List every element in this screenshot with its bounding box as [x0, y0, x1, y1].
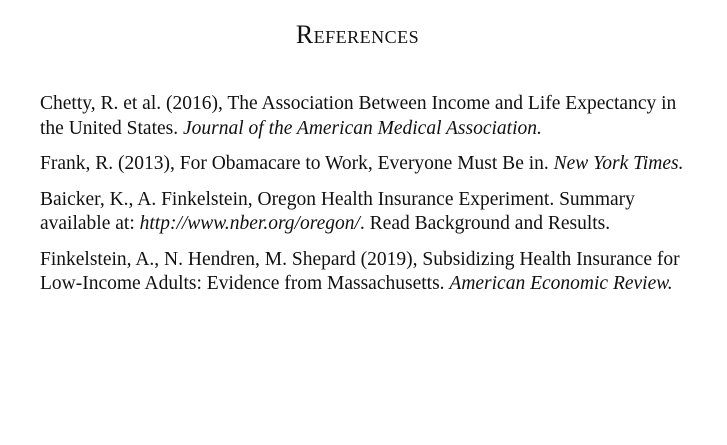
reference-text: Baicker, K., A. Finkelstein, Oregon Health Insurance Experiment. Summary available at: [40, 188, 635, 234]
reference-list [40, 92, 690, 308]
reference-item [40, 188, 690, 237]
reference-source: Journal of the American Medical Association. [182, 117, 542, 139]
reference-source: New York Times. [553, 153, 684, 174]
reference-text: Frank, R. (2013), For Obamacare to Work, Everyone Must Be in. [40, 153, 554, 174]
reference-item [40, 152, 690, 177]
reference-text: Finkelstein, A., N. Hendren, M. Shepard (2019), Subsidizing Health Insurance for Low-Income Adults: Evidence from Massachusetts. [40, 248, 680, 294]
page-title: References [295, 20, 420, 49]
reference-text: Chetty, R. et al. (2016), The Association Between Income and Life Expectancy in the United States. [40, 93, 677, 139]
reference-tail: . Read Background and Results. [359, 213, 611, 234]
reference-source: American Economic Review. [449, 273, 673, 294]
reference-item [40, 248, 690, 297]
reference-url[interactable]: http://www.nber.org/oregon/ [139, 213, 360, 234]
reference-item [40, 92, 690, 141]
